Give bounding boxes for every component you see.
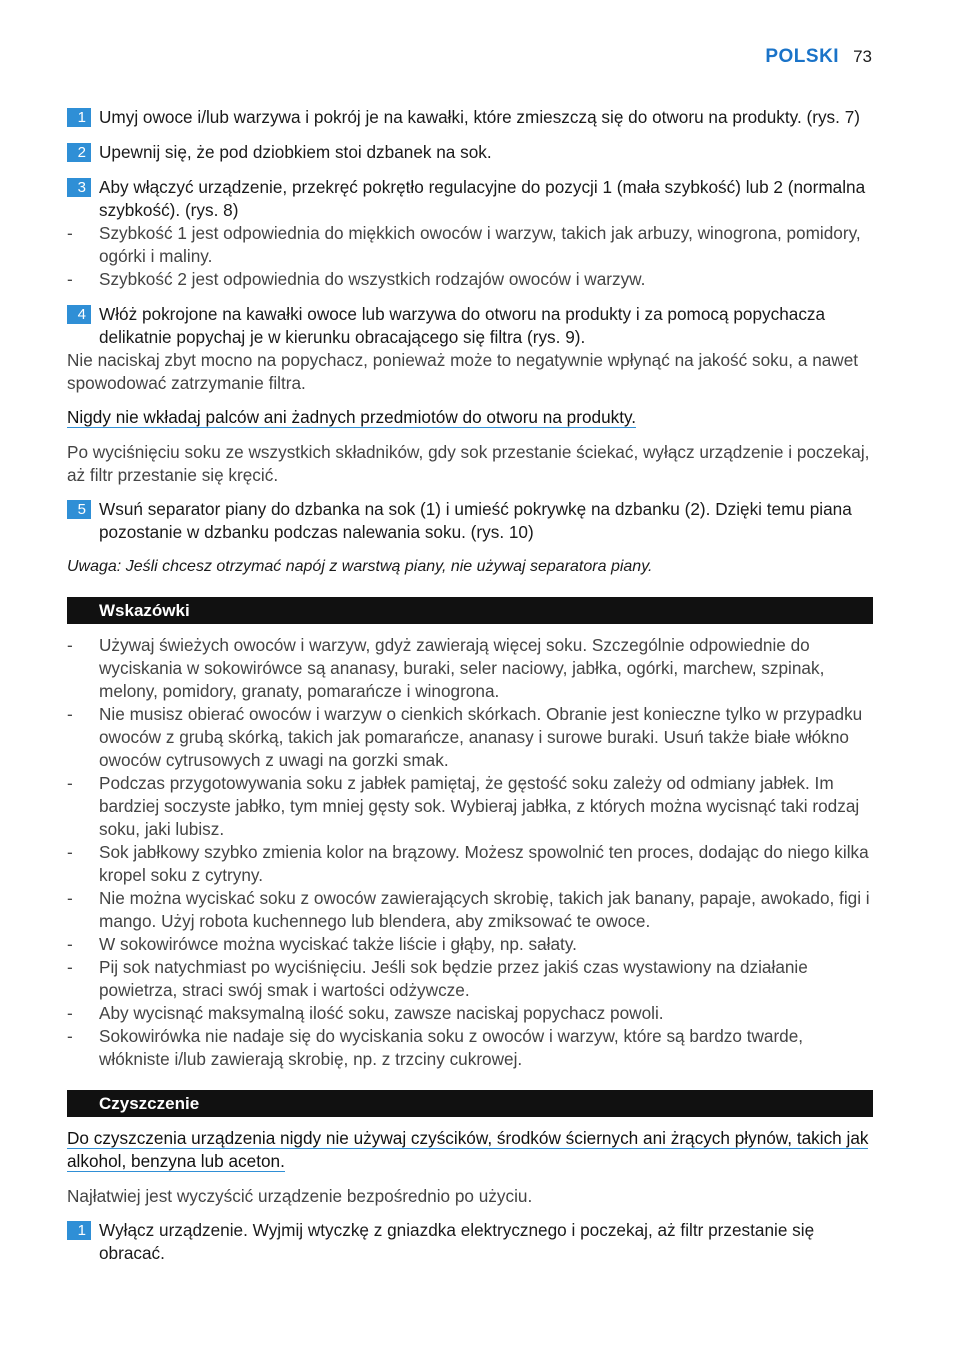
bullet-text: Szybkość 2 jest odpowiednia do wszystkich rodzajów owoców i warzyw. <box>99 269 646 289</box>
step-number: 1 <box>67 1221 91 1240</box>
foam-note: Uwaga: Jeśli chcesz otrzymać napój z warstwą piany, nie używaj separatora piany. <box>67 558 653 575</box>
tip-text: Pij sok natychmiast po wyciśnięciu. Jeśli sok będzie przez jakiś czas wystawiony na działanie powietrza, straci swój smak i wartości odżywcze. <box>99 957 808 1000</box>
tip-text: Sok jabłkowy szybko zmienia kolor na brązowy. Możesz spowolnić ten proces, dodając do niego kilka kropel soku z cytryny. <box>99 842 869 885</box>
bullet-text: Szybkość 1 jest odpowiednia do miękkich owoców i warzyw, takich jak arbuzy, winogrona, pomidory, ogórki i maliny. <box>99 223 861 266</box>
step-text: Upewnij się, że pod dziobkiem stoi dzbanek na sok. <box>99 142 492 162</box>
step-1 <box>67 106 873 129</box>
tip-text: Nie musisz obierać owoców i warzyw o cienkich skórkach. Obranie jest konieczne tylko w przypadku owoców z grubą skórką, takich jak pomarańcze, ananasy i surowe buraki. Usuń także białe włókno owoców cytrusowych z uwagi na gorzki smak. <box>99 704 863 770</box>
tip-item: - Podczas przygotowywania soku z jabłek pamiętaj, że gęstość soku zależy od odmiany jabłek. Im bardziej soczyste jabłko, tym mniej gęsty sok. Wybieraj jabłka, z których można wycisnąć taki rodzaj soku, jaki lubisz. <box>67 772 873 841</box>
after-juice-text: Po wyciśnięciu soku ze wszystkich składników, gdy sok przestanie ściekać, wyłącz urządzenie i poczekaj, aż filtr przestanie się kręcić. <box>67 442 870 485</box>
tip-item: - Nie musisz obierać owoców i warzyw o cienkich skórkach. Obranie jest konieczne tylko w przypadku owoców z grubą skórką, takich jak pomarańcze, ananasy i surowe buraki. Usuń także białe włókno owoców cytrusowych z uwagi na gorzki smak. <box>67 703 873 772</box>
cleaning-step-1 <box>67 1219 873 1265</box>
warning-fingers-block <box>67 406 873 431</box>
step-text: Aby włączyć urządzenie, przekręć pokrętło regulacyjne do pozycji 1 (mała szybkość) lub 2 (normalna szybkość). (rys. 8) <box>99 177 866 220</box>
tip-item: - Sok jabłkowy szybko zmienia kolor na brązowy. Możesz spowolnić ten proces, dodając do niego kilka kropel soku z cytryny. <box>67 841 873 887</box>
step-3 <box>67 176 873 222</box>
tip-text: Aby wycisnąć maksymalną ilość soku, zawsze naciskaj popychacz powoli. <box>99 1003 664 1023</box>
step-text: Włóż pokrojone na kawałki owoce lub warzywa do otworu na produkty i za pomocą popychacza delikatnie popychaj je w kierunku obracającego się filtra (rys. 9). <box>99 304 826 347</box>
step-number: 4 <box>67 305 91 324</box>
page-header <box>765 46 872 68</box>
step-2 <box>67 141 873 164</box>
section-heading-tips: Wskazówki <box>67 597 873 624</box>
step-5 <box>67 498 873 544</box>
step-text: Wyłącz urządzenie. Wyjmij wtyczkę z gniazdka elektrycznego i poczekaj, aż filtr przestanie się obracać. <box>99 1220 815 1263</box>
language-label: POLSKI <box>765 46 840 67</box>
bullet-item: - Szybkość 2 jest odpowiednia do wszystkich rodzajów owoców i warzyw. <box>67 268 873 291</box>
cleaning-warning-block <box>67 1127 873 1175</box>
step-4 <box>67 303 873 349</box>
tip-item: - Aby wycisnąć maksymalną ilość soku, zawsze naciskaj popychacz powoli. <box>67 1002 873 1025</box>
tip-item: - Sokowirówka nie nadaje się do wyciskania soku z owoców i warzyw, które są bardzo twarde, włókniste i/lub zawierają skrobię, np. z trzciny cukrowej. <box>67 1025 873 1071</box>
tip-item: - Pij sok natychmiast po wyciśnięciu. Jeśli sok będzie przez jakiś czas wystawiony na działanie powietrza, straci swój smak i wartości odżywcze. <box>67 956 873 1002</box>
step-text: Umyj owoce i/lub warzywa i pokrój je na kawałki, które zmieszczą się do otworu na produkty. (rys. 7) <box>99 107 860 127</box>
page-content <box>67 106 873 1265</box>
step-number: 2 <box>67 143 91 162</box>
tip-text: W sokowirówce można wyciskać także liście i głąby, np. sałaty. <box>99 934 577 954</box>
tip-text: Nie można wyciskać soku z owoców zawierających skrobię, takich jak banany, papaje, awokado, figi i mango. Użyj robota kuchennego lub blendera, aby zmiksować te owoce. <box>99 888 870 931</box>
step-text: Wsuń separator piany do dzbanka na sok (1) i umieść pokrywkę na dzbanku (2). Dzięki temu piana pozostanie w dzbanku podczas nalewania soku. (rys. 10) <box>99 499 852 542</box>
step-number: 1 <box>67 108 91 127</box>
cleaning-intro: Najłatwiej jest wyczyścić urządzenie bezpośrednio po użyciu. <box>67 1186 533 1206</box>
push-note: Nie naciskaj zbyt mocno na popychacz, ponieważ może to negatywnie wpłynąć na jakość soku, a nawet spowodować zatrzymanie filtra. <box>67 350 859 393</box>
tip-text: Używaj świeżych owoców i warzyw, gdyż zawierają więcej soku. Szczególnie odpowiednie do wyciskania w sokowirówce są ananasy, buraki, seler naciowy, jabłka, ogórki, marchew, szpinak, melony, pomidory, granaty, pomarańcze i winogrona. <box>99 635 825 701</box>
tip-item: - Nie można wyciskać soku z owoców zawierających skrobię, takich jak banany, papaje, awokado, figi i mango. Użyj robota kuchennego lub blendera, aby zmiksować te owoce. <box>67 887 873 933</box>
tip-item: - Używaj świeżych owoców i warzyw, gdyż zawierają więcej soku. Szczególnie odpowiednie do wyciskania w sokowirówce są ananasy, buraki, seler naciowy, jabłka, ogórki, marchew, szpinak, melony, pomidory, granaty, pomarańcze i winogrona. <box>67 634 873 703</box>
tips-list <box>67 634 873 1071</box>
step-number: 5 <box>67 500 91 519</box>
warning-fingers: Nigdy nie wkładaj palców ani żadnych przedmiotów do otworu na produkty. <box>67 407 637 427</box>
tip-text: Podczas przygotowywania soku z jabłek pamiętaj, że gęstość soku zależy od odmiany jabłek. Im bardziej soczyste jabłko, tym mniej gęsty sok. Wybieraj jabłka, z których można wycisnąć taki rodzaj soku, jaki lubisz. <box>99 773 860 839</box>
section-heading-cleaning: Czyszczenie <box>67 1090 873 1117</box>
cleaning-warning: Do czyszczenia urządzenia nigdy nie używaj czyścików, środków ściernych ani żrących płynów, takich jak alkohol, benzyna lub aceton. <box>67 1128 869 1171</box>
page-number: 73 <box>853 47 872 66</box>
tip-item: - W sokowirówce można wyciskać także liście i głąby, np. sałaty. <box>67 933 873 956</box>
step-number: 3 <box>67 178 91 197</box>
bullet-item: - Szybkość 1 jest odpowiednia do miękkich owoców i warzyw, takich jak arbuzy, winogrona, pomidory, ogórki i maliny. <box>67 222 873 268</box>
tip-text: Sokowirówka nie nadaje się do wyciskania soku z owoców i warzyw, które są bardzo twarde, włókniste i/lub zawierają skrobię, np. z trzciny cukrowej. <box>99 1026 804 1069</box>
